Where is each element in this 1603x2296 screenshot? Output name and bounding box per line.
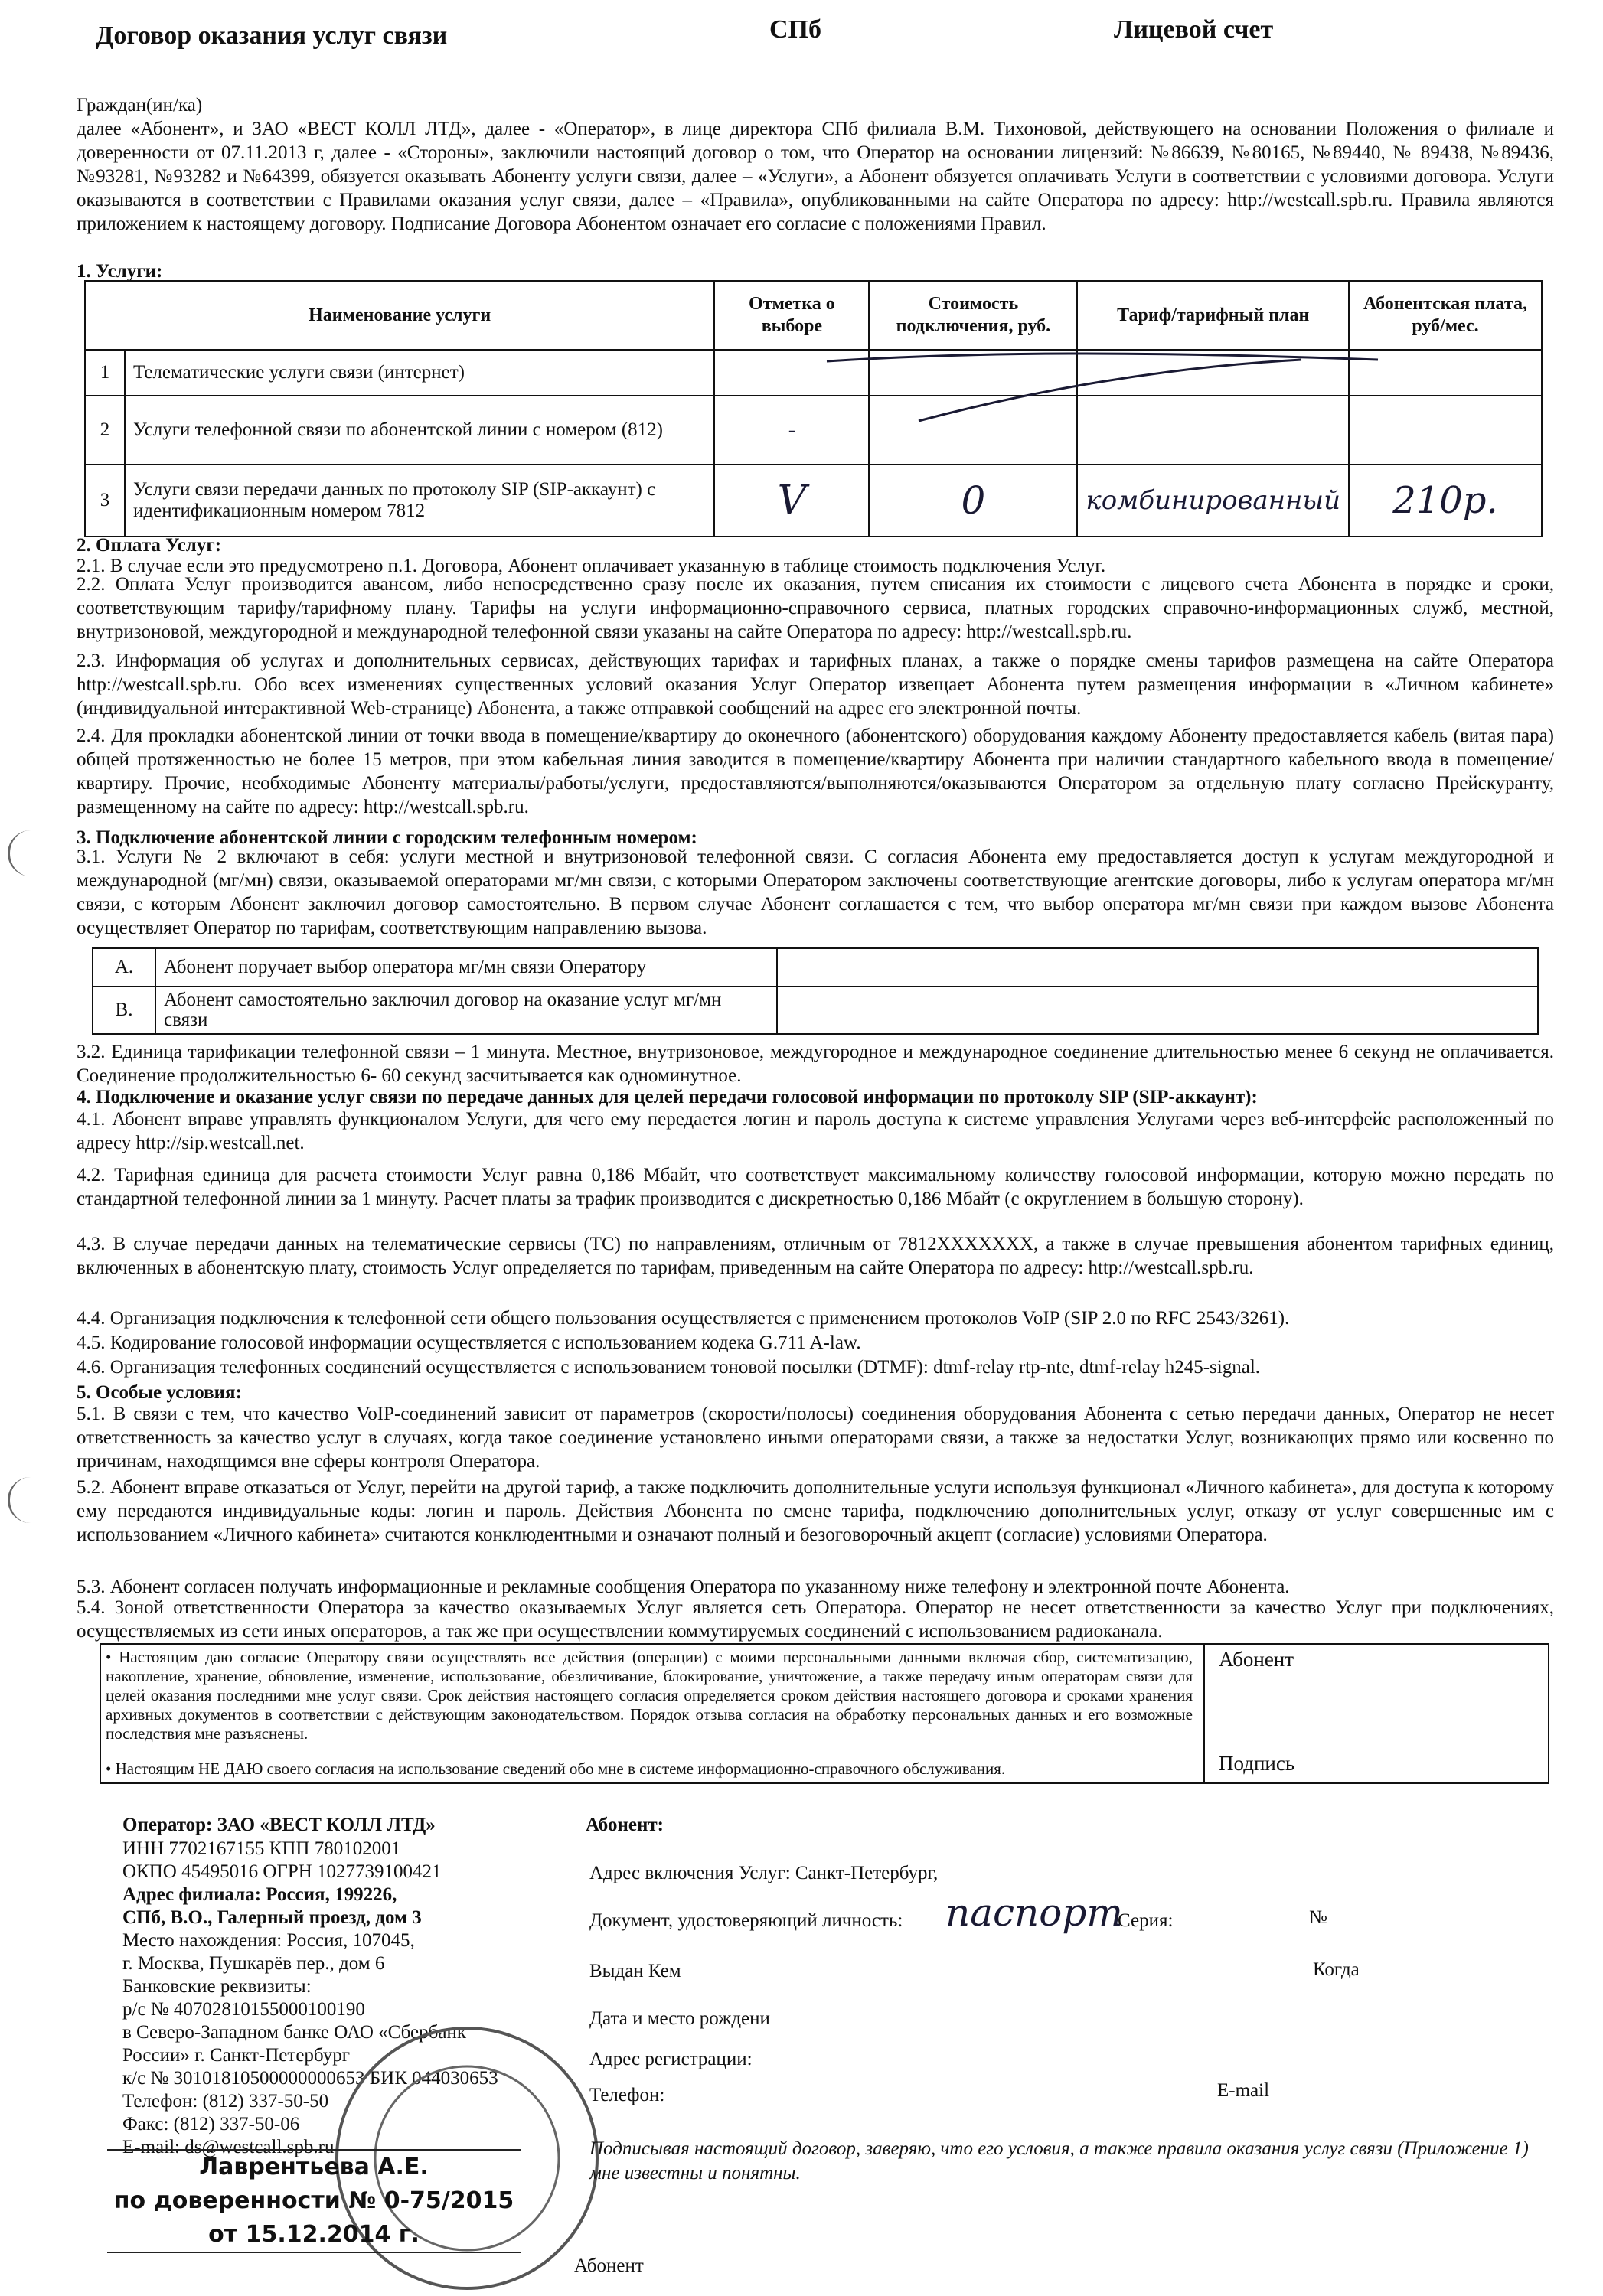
city-label: СПб <box>769 15 821 44</box>
col-service-name: Наименование услуги <box>85 281 714 350</box>
row-number: 1 <box>85 350 125 396</box>
intro-paragraph: далее «Абонент», и ЗАО «ВЕСТ КОЛЛ ЛТД», далее - «Оператор», в лице директора СПб филиала В.М. Тихоновой, действующего на основании Положения о филиале и доверенности от 07.11.2013 г, далее - «Стороны», заключили настоящий договор о том, что Оператор на основании лицензий: №86639, №80165, №89440, № 89438, №89436, №93281, №93282 и №64399, обязуется оказывать Абоненту услуги связи, далее – «Услуги», а Абонент обязуется оплачивать Услуги в соответствии с условиями договора. Услуги оказываются в соответствии с Правилами оказания услуг связи, далее – «Правила», опубликованными на сайте Оператора по адресу: http://westcall.spb.ru. Правила являются приложением к настоящему договору. Подписание Договора Абонентом означает его согласие с положениями Правил. <box>77 119 1554 234</box>
operator-branch-1: Адрес филиала: Россия, 199226, <box>122 1884 397 1905</box>
consent-box <box>100 1643 1549 1784</box>
clause-4-4: 4.4. Организация подключения к телефонной сети общего пользования осуществляется с применением протоколов VoIP (SIP 2.0 по RFC 2543/3261). <box>77 1308 1290 1329</box>
subscriber-heading: Абонент: <box>586 1815 664 1835</box>
row-number: 3 <box>85 465 125 536</box>
operator-location-1: Место нахождения: Россия, 107045, <box>122 1930 415 1951</box>
col-selection: Отметка о выборе <box>714 281 869 350</box>
section-3-heading: 3. Подключение абонентской линии с городским телефонным номером: <box>77 827 697 848</box>
mgmn-options-table <box>92 947 1539 1035</box>
subscriber-issued-label: Выдан Кем <box>589 1961 681 1981</box>
operator-bank-1: в Северо-Западном банке ОАО «Сбербанк <box>122 2022 466 2043</box>
service-name: Услуги телефонной связи по абонентской линии с номером (812) <box>125 396 714 465</box>
clause-4-2: 4.2. Тарифная единица для расчета стоимости Услуг равна 0,186 Мбайт, что соответствует максимальному количеству голосовой информации, которую можно передать по стандартной телефонной линии за 1 минуту. Расчет платы за трафик производится с дискретностью 0,186 Мбайт (с округлением в большую сторону). <box>77 1165 1554 1209</box>
operator-okpo: ОКПО 45495016 ОГРН 1027739100421 <box>122 1861 442 1882</box>
punch-hole-mark <box>8 830 33 876</box>
clause-5-4: 5.4. Зоной ответственности Оператора за качество оказываемых Услуг является сеть Оператора. Оператор не несет ответственности за качество Услуг при подключениях, осуществляемых из сети иных операторов, а так же при осуществлении коммутируемых соединений с использованием радиоканала. <box>77 1597 1554 1642</box>
col-connection-cost: Стоимость подключения, руб. <box>869 281 1077 350</box>
option-mark <box>777 948 1538 987</box>
subscriber-birth-label: Дата и место рождени <box>589 2008 770 2029</box>
section-1-heading: 1. Услуги: <box>77 261 163 282</box>
authorization-stamp <box>107 2149 521 2264</box>
clause-2-2: 2.2. Оплата Услуг производится авансом, либо непосредственно сразу после их оказания, путем списания их стоимости с лицевого счета Абонента в порядке и сроки, соответствующим тарифу/тарифному плану. Тарифы на услуги информационно-справочного сервиса, платных городских справочно-информационных служб, местной, внутризоновой, междугородной и международной телефонной связи указаны на сайте Оператора по адресу: http://westcall.spb.ru. <box>77 574 1554 642</box>
service-name: Телематические услуги связи (интернет) <box>125 350 714 396</box>
service-name: Услуги связи передачи данных по протоколу SIP (SIP-аккаунт) с идентификационным номером 7812 <box>125 465 714 536</box>
bullet-icon: • <box>106 1760 116 1778</box>
account-label: Лицевой счет <box>1114 15 1274 44</box>
subscriber-document-label: Документ, удостоверяющий личность: <box>589 1910 903 1931</box>
operator-phone: Телефон: (812) 337-50-50 <box>122 2091 329 2112</box>
subscriber-number-label: № <box>1309 1907 1327 1928</box>
operator-email: E-mail: ds@westcall.spb.ru <box>122 2137 335 2157</box>
clause-2-3: 2.3. Информация об услугах и дополнительных сервисах, действующих тарифах и тарифных планах, а также о порядке смены тарифов размещена на сайте Оператора http://westcall.spb.ru. Обо всех изменениях существенных условий оказания Услуг Оператор извещает Абонента путем размещения информации в «Личном кабинете» (индивидуальной интерактивной Web-странице) Абонента, а также отправкой сообщений на адрес его электронной почты. <box>77 651 1554 719</box>
table-row <box>85 465 1542 536</box>
option-letter: В. <box>93 987 155 1034</box>
plan-cell: комбинированный <box>1077 465 1349 536</box>
clause-5-3: 5.3. Абонент согласен получать информационные и рекламные сообщения Оператора по указанному ниже телефону и электронной почте Абонента. <box>77 1577 1290 1597</box>
col-tariff-plan: Тариф/тарифный план <box>1077 281 1349 350</box>
punch-hole-mark <box>8 1477 33 1523</box>
operator-location-2: г. Москва, Пушкарёв пер., дом 6 <box>122 1953 385 1974</box>
subscriber-document-value[interactable]: паспорт <box>945 1890 1123 1935</box>
stamp-line-3: от 15.12.2014 г. <box>107 2218 521 2253</box>
operator-bank-2: России» г. Санкт-Петербург <box>122 2045 350 2066</box>
operator-fax: Факс: (812) 337-50-06 <box>122 2114 300 2135</box>
operator-inn: ИНН 7702167155 КПП 780102001 <box>122 1838 401 1859</box>
clause-2-4: 2.4. Для прокладки абонентской линии от точки ввода в помещение/квартиру до оконечного (абонентского) оборудования каждому Абоненту предоставляется кабель (витая пара) общей протяженностью не более 15 метров, при этом кабельная линия заводится в помещение/квартиру Абонента при наличии стандартного кабельного ввода в помещение/квартиру. Прочие, необходимые Абоненту материалы/работы/услуги, предоставляются/выполняются/оказываются Оператором за отдельную плату согласно Прейскуранту, размещенному на сайте по адресу: http://westcall.spb.ru. <box>77 726 1554 817</box>
consent-item-1: • Настоящим даю согласие Оператору связи осуществлять все действия (операции) с моими персональными данными включая сбор, систематизацию, накопление, хранение, обновление, изменение, использование, обезличивание, блокирование, уничтожение, а также передачу иным операторам связи для целей оказания последними мне услуг связи. Срок действия настоящего согласия определяется сроком действия настоящего договора и сроками хранения архивных документов в соответствии с действующим законодательством. Порядок отзыва согласия на обработку персональных данных и его возможные последствия мне разъяснены. <box>106 1648 1193 1743</box>
option-letter: А. <box>93 948 155 987</box>
clause-5-1: 5.1. В связи с тем, что качество VoIP-соединений зависит от параметров (скорости/полосы) соединения оборудования Абонента с сетью передачи данных, Оператор не несет ответственность за качество услуг в случаях, когда такое соединение установлено иными операторами связи, а также за недостатки Услуг, возникающих прямо или косвенно по причинам, находящимся вне сферы контроля Оператора. <box>77 1404 1554 1472</box>
strike-lines <box>766 337 1416 444</box>
clause-4-6: 4.6. Организация телефонных соединений осуществляется с использованием тоновой посылки (DTMF): dtmf-relay rtp-nte, dtmf-relay h245-signal. <box>77 1357 1261 1378</box>
clause-2-1: 2.1. В случае если это предусмотрено п.1. Договора, Абонент оплачивает указанную в таблице стоимость подключения Услуг. <box>77 556 1106 576</box>
stamp-line-1: Лаврентьева А.Е. <box>107 2149 521 2184</box>
section-4-heading: 4. Подключение и оказание услуг связи по передаче данных для целей передачи голосовой информации по протоколу SIP (SIP-аккаунт): <box>77 1087 1258 1107</box>
clause-5-2: 5.2. Абонент вправе отказаться от Услуг, перейти на другой тариф, а также подключить дополнительные услуги используя функционал «Личного кабинета», для доступа к которому ему передаются индивидуальные коды: логин и пароль. Действия Абонента по смене тарифа, подключению дополнительных услуг, отказу от услуг совершенные им с использованием «Личного кабинета» считаются конклюдентными и означают полный и безоговорочный акцепт (согласие) условиями Оператора. <box>77 1477 1554 1545</box>
subscriber-signature-label: Абонент <box>574 2255 644 2276</box>
subscriber-series-label: Серия: <box>1118 1910 1174 1931</box>
option-text: Абонент самостоятельно заключил договор на оказание услуг мг/мн связи <box>155 987 777 1034</box>
fee-cell: 210р. <box>1349 465 1542 536</box>
operator-heading: Оператор: ЗАО «ВЕСТ КОЛЛ ЛТД» <box>122 1815 436 1835</box>
section-5-heading: 5. Особые условия: <box>77 1382 242 1403</box>
selection-cell: - <box>714 396 869 465</box>
subscriber-registration-label: Адрес регистрации: <box>589 2049 753 2069</box>
option-text: Абонент поручает выбор оператора мг/мн связи Оператору <box>155 948 777 987</box>
bullet-icon: • <box>106 1648 119 1666</box>
subscriber-email-label: E-mail <box>1217 2080 1270 2101</box>
operator-corr-account: к/с № 30101810500000000653 БИК 044030653 <box>122 2068 498 2089</box>
option-mark <box>777 987 1538 1034</box>
clause-4-5: 4.5. Кодирование голосовой информации осуществляется с использованием кодека G.711 A-law. <box>77 1332 861 1353</box>
strike-line-row2 <box>919 360 1301 421</box>
consent-divider <box>1203 1645 1205 1782</box>
clause-3-2: 3.2. Единица тарификации телефонной связи – 1 минута. Местное, внутризоновое, междугородное и международное соединение длительностью менее 6 секунд не оплачивается. Соединение продолжительностью 6- 60 секунд засчитывается как одноминутное. <box>77 1042 1554 1086</box>
row-number: 2 <box>85 396 125 465</box>
subscriber-issued-date-label: Когда <box>1313 1959 1360 1980</box>
stamp-line-2: по доверенности № 0-75/2015 <box>113 2187 514 2214</box>
clause-3-1: 3.1. Услуги № 2 включают в себя: услуги местной и внутризоновой телефонной связи. С согласия Абонента ему предоставляется доступ к услугам междугородной и международной (мг/мн) связи, оказываемой операторами мг/мн связи, с которыми Оператором заключены соответствующие агентские договоры, либо к услугам оператора мг/мн связи, с которым Абонент заключил договор самостоятельно. В первом случае Абонент соглашается с тем, что выбор оператора мг/мн связи при каждом вызове Абонента осуществляет Оператор по тарифам, соответствующим направлению вызова. <box>77 846 1554 938</box>
consent-signature-label: Подпись <box>1219 1752 1295 1775</box>
subscriber-agreement: Подписывая настоящий договор, заверяю, что его условия, а также правила оказания услуг связи (Приложение 1) мне известны и понятны. <box>589 2138 1529 2183</box>
document-title: Договор оказания услуг связи <box>96 21 448 50</box>
operator-branch-2: СПб, В.О., Галерный проезд, дом 3 <box>122 1907 422 1928</box>
subscriber-address: Адрес включения Услуг: Санкт-Петербург, <box>589 1863 939 1883</box>
operator-bank-heading: Банковские реквизиты: <box>122 1976 312 1997</box>
col-monthly-fee: Абонентская плата, руб/мес. <box>1349 281 1542 350</box>
table-row <box>93 948 1538 987</box>
section-2-heading: 2. Оплата Услуг: <box>77 535 222 556</box>
operator-account: р/с № 40702810155000100190 <box>122 1999 365 2020</box>
consent-item-2: • Настоящим НЕ ДАЮ своего согласия на использование сведений обо мне в системе информационно-справочного обслуживания. <box>106 1760 1006 1778</box>
cost-cell: 0 <box>869 465 1077 536</box>
consent-subscriber-label: Абонент <box>1219 1648 1294 1671</box>
table-row <box>93 987 1538 1034</box>
citizen-label: Граждан(ин/ка) <box>77 95 203 116</box>
selection-cell: V <box>714 465 869 536</box>
clause-4-3: 4.3. В случае передачи данных на телематические сервисы (ТС) по направлениям, отличным от 7812XXXXXXX, а также в случае превышения абонентом тарифных единиц, включенных в абонентскую плату, стоимость Услуг определяется по тарифам, приведенным на сайте Оператора по адресу: http://westcall.spb.ru. <box>77 1234 1554 1278</box>
clause-4-1: 4.1. Абонент вправе управлять функционалом Услуги, для чего ему передается логин и пароль доступа к системе управления Услугами через веб-интерфейс расположенный по адресу http://sip.westcall.net. <box>77 1109 1554 1153</box>
subscriber-phone-label: Телефон: <box>589 2085 665 2105</box>
